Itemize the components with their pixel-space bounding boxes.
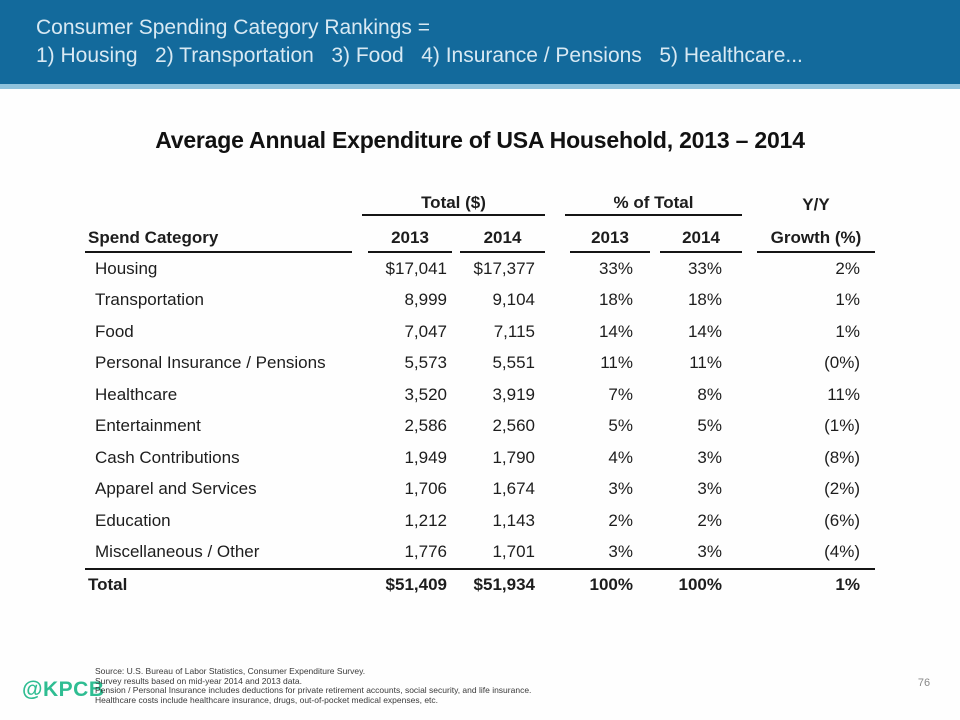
group-header-pct-of-total: % of Total xyxy=(565,193,742,216)
cell-pct-2013: 100% xyxy=(589,574,633,594)
cell-pct-2014: 8% xyxy=(697,384,722,404)
cell-pct-2014: 3% xyxy=(697,447,722,467)
cell-total-2014: 1,701 xyxy=(492,542,535,562)
col-header-total-2014: 2014 xyxy=(460,228,545,253)
cell-total-2013: 1,212 xyxy=(404,510,447,530)
expenditure-table xyxy=(85,192,875,599)
source-line: Survey results based on mid-year 2014 and 2013 data. xyxy=(95,675,302,686)
cell-category: Miscellaneous / Other xyxy=(95,542,260,562)
table-row-food xyxy=(85,316,875,348)
cell-total-2013: 1,776 xyxy=(404,542,447,562)
cell-pct-2013: 2% xyxy=(608,510,633,530)
page-number: 76 xyxy=(917,677,931,689)
kpcb-logo: @KPCB xyxy=(22,678,105,701)
cell-pct-2014: 14% xyxy=(687,321,722,341)
cell-growth: 1% xyxy=(835,290,860,310)
cell-category: Personal Insurance / Pensions xyxy=(95,353,326,373)
cell-growth: (8%) xyxy=(824,447,860,467)
cell-category: Total xyxy=(88,574,128,594)
cell-category: Healthcare xyxy=(95,384,178,404)
header-line-2: 1) Housing 2) Transportation 3) Food 4) Insurance / Pensions 5) Healthcare... xyxy=(36,44,803,67)
slide-header-banner xyxy=(0,0,960,84)
cell-pct-2013: 4% xyxy=(608,447,633,467)
cell-category: Transportation xyxy=(95,290,204,310)
cell-pct-2013: 14% xyxy=(598,321,633,341)
cell-pct-2013: 18% xyxy=(598,290,633,310)
cell-category: Education xyxy=(95,510,171,530)
cell-total-2014: 5,551 xyxy=(492,353,535,373)
cell-pct-2014: 3% xyxy=(697,479,722,499)
cell-growth: 11% xyxy=(827,384,860,404)
cell-category: Food xyxy=(95,321,134,341)
cell-total-2014: 7,115 xyxy=(493,321,535,341)
col-header-pct-2013: 2013 xyxy=(570,228,650,253)
table-row-entertainment xyxy=(85,411,875,443)
table-row-miscellaneous xyxy=(85,537,875,569)
cell-total-2014: 1,143 xyxy=(492,510,535,530)
cell-pct-2014: 3% xyxy=(697,542,722,562)
table-group-header-row xyxy=(85,192,875,216)
source-line: Pension / Personal Insurance includes deductions for private retirement accounts, social security, and life insurance. xyxy=(95,685,532,696)
header-line-1: Consumer Spending Category Rankings = xyxy=(36,16,430,39)
cell-total-2014: 1,674 xyxy=(492,479,535,499)
table-row-apparel xyxy=(85,474,875,506)
cell-category: Housing xyxy=(95,258,158,278)
header-accent-strip xyxy=(0,84,960,89)
cell-pct-2013: 5% xyxy=(608,416,633,436)
table-column-header-row xyxy=(85,216,875,253)
source-line: Healthcare costs include healthcare insurance, drugs, out-of-pocket medical expenses, etc. xyxy=(95,695,439,706)
cell-pct-2014: 100% xyxy=(678,574,722,594)
cell-total-2013: 1,706 xyxy=(404,479,447,499)
cell-growth: (2%) xyxy=(824,479,860,499)
cell-pct-2014: 33% xyxy=(687,258,722,278)
cell-total-2013: $17,041 xyxy=(385,258,447,278)
cell-total-2014: 9,104 xyxy=(492,290,535,310)
col-header-pct-2014: 2014 xyxy=(660,228,742,253)
cell-total-2013: 1,949 xyxy=(404,447,447,467)
cell-category: Cash Contributions xyxy=(95,447,240,467)
table-row-education xyxy=(85,505,875,537)
page-title: Average Annual Expenditure of USA Household, 2013 – 2014 xyxy=(155,127,805,153)
source-notes xyxy=(95,667,531,706)
cell-pct-2013: 3% xyxy=(608,542,633,562)
cell-total-2014: 2,560 xyxy=(492,416,535,436)
cell-total-2013: 2,586 xyxy=(404,416,447,436)
cell-total-2014: $17,377 xyxy=(473,258,535,278)
cell-pct-2013: 33% xyxy=(598,258,633,278)
col-header-growth: Growth (%) xyxy=(757,228,875,253)
cell-pct-2013: 3% xyxy=(608,479,633,499)
cell-growth: 1% xyxy=(835,321,860,341)
cell-pct-2013: 11% xyxy=(600,353,633,373)
cell-growth: 1% xyxy=(835,574,860,594)
cell-total-2013: $51,409 xyxy=(385,574,447,594)
cell-pct-2014: 2% xyxy=(697,510,722,530)
cell-total-2014: 3,919 xyxy=(492,384,535,404)
table-row-housing xyxy=(85,253,875,285)
group-header-yy: Y/Y xyxy=(802,195,830,214)
col-header-total-2013: 2013 xyxy=(368,228,452,253)
cell-pct-2014: 11% xyxy=(689,353,722,373)
cell-growth: (4%) xyxy=(824,542,860,562)
cell-growth: (1%) xyxy=(824,416,860,436)
col-header-spend-category: Spend Category xyxy=(85,228,352,253)
table-row-transportation xyxy=(85,285,875,317)
group-header-total: Total ($) xyxy=(362,193,545,216)
cell-growth: 2% xyxy=(835,258,860,278)
cell-total-2013: 3,520 xyxy=(404,384,447,404)
cell-total-2013: 5,573 xyxy=(404,353,447,373)
cell-total-2013: 8,999 xyxy=(404,290,447,310)
cell-category: Apparel and Services xyxy=(95,479,257,499)
cell-total-2014: 1,790 xyxy=(492,447,535,467)
table-row-personal-insurance xyxy=(85,348,875,380)
cell-total-2014: $51,934 xyxy=(473,574,535,594)
cell-pct-2014: 5% xyxy=(697,416,722,436)
cell-growth: (0%) xyxy=(824,353,860,373)
table-row-healthcare xyxy=(85,379,875,411)
table-total-row xyxy=(85,568,875,599)
cell-category: Entertainment xyxy=(95,416,201,436)
table-row-cash-contributions xyxy=(85,442,875,474)
cell-total-2013: 7,047 xyxy=(404,321,447,341)
source-line: Source: U.S. Bureau of Labor Statistics, Consumer Expenditure Survey. xyxy=(95,666,366,676)
cell-pct-2014: 18% xyxy=(687,290,722,310)
cell-pct-2013: 7% xyxy=(608,384,633,404)
cell-growth: (6%) xyxy=(824,510,860,530)
